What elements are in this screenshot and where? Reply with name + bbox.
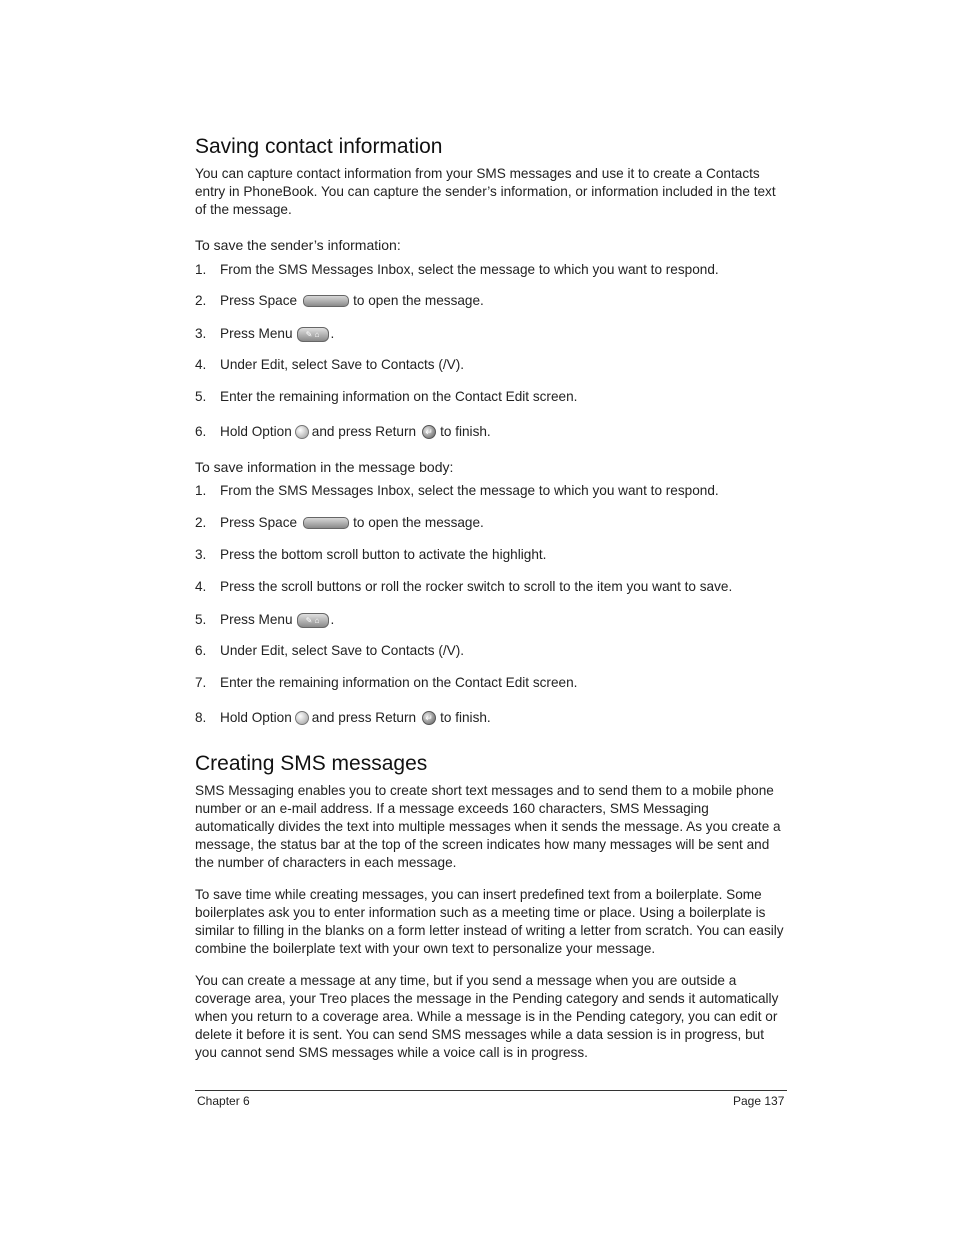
proc2-step-7: 7. Enter the remaining information on the Contact Edit screen. — [195, 675, 578, 690]
proc2-step-3: 3. Press the bottom scroll button to activate the highlight. — [195, 547, 547, 562]
section2-para-2: To save time while creating messages, you can insert predefined text from a boilerplate. Some boilerplates ask you to enter information such as a meeting time or place. Using a boilerplate is similar to filling in the blanks on a form letter instead of writing a letter from scratch. You can easily combine the boilerplate text with your own text to personalize your message. — [195, 887, 784, 956]
section-title-saving-contact: Saving contact information — [195, 135, 443, 158]
proc2-step-8: 8. Hold Option and press Return ↵ to finish. — [195, 710, 491, 725]
space-key-icon — [303, 517, 349, 529]
proc1-step-2: 2. Press Space to open the message. — [195, 293, 484, 308]
proc2-step-5: 5. Press Menu ✎ ⌂ . — [195, 612, 335, 627]
proc2-step-1: 1. From the SMS Messages Inbox, select the message to which you want to respond. — [195, 483, 719, 498]
proc1-step-3: 3. Press Menu ✎ ⌂ . — [195, 326, 335, 341]
option-key-icon — [295, 425, 309, 439]
proc1-step-1: 1. From the SMS Messages Inbox, select the message to which you want to respond. — [195, 262, 719, 277]
section2-para-1: SMS Messaging enables you to create short text messages and to send them to a mobile phone number or an e-mail address. If a message exceeds 160 characters, SMS Messaging automatically divides the text into multiple messages when it sends the message. As you create a message, the status bar at the top of the screen indicates how many messages will be sent and the number of characters in each message. — [195, 783, 781, 870]
proc1-heading: To save the sender’s information: — [195, 237, 401, 253]
option-key-icon — [295, 711, 309, 725]
footer-page-number: Page 137 — [733, 1094, 785, 1108]
return-key-icon: ↵ — [422, 711, 436, 725]
menu-key-icon: ✎ ⌂ — [297, 613, 329, 628]
proc2-step-4: 4. Press the scroll buttons or roll the rocker switch to scroll to the item you want to save. — [195, 579, 733, 594]
proc2-heading: To save information in the message body: — [195, 459, 454, 475]
menu-key-icon: ✎ ⌂ — [297, 327, 329, 342]
proc1-step-6: 6. Hold Option and press Return ↵ to finish. — [195, 424, 491, 439]
space-key-icon — [303, 295, 349, 307]
proc1-step-4: 4. Under Edit, select Save to Contacts (/V). — [195, 357, 465, 372]
section-title-creating-sms: Creating SMS messages — [195, 752, 428, 775]
footer-chapter: Chapter 6 — [197, 1094, 250, 1108]
section1-intro: You can capture contact information from your SMS messages and use it to create a Contacts entry in PhoneBook. You can capture the sender’s information, or information included in the text of the message. — [195, 166, 776, 217]
section2-para-3: You can create a message at any time, but if you send a message when you are outside a coverage area, your Treo places the message in the Pending category and sends it automatically when you return to a coverage area. While a message is in the Pending category, you can edit or delete it before it is sent. You can send SMS messages while a data session is in progress, but you cannot send SMS messages while a voice call is in progress. — [195, 973, 779, 1060]
footer-divider — [195, 1090, 787, 1091]
proc2-step-2: 2. Press Space to open the message. — [195, 515, 484, 530]
proc1-step-5: 5. Enter the remaining information on the Contact Edit screen. — [195, 389, 578, 404]
return-key-icon: ↵ — [422, 425, 436, 439]
proc2-step-6: 6. Under Edit, select Save to Contacts (/V). — [195, 643, 465, 658]
